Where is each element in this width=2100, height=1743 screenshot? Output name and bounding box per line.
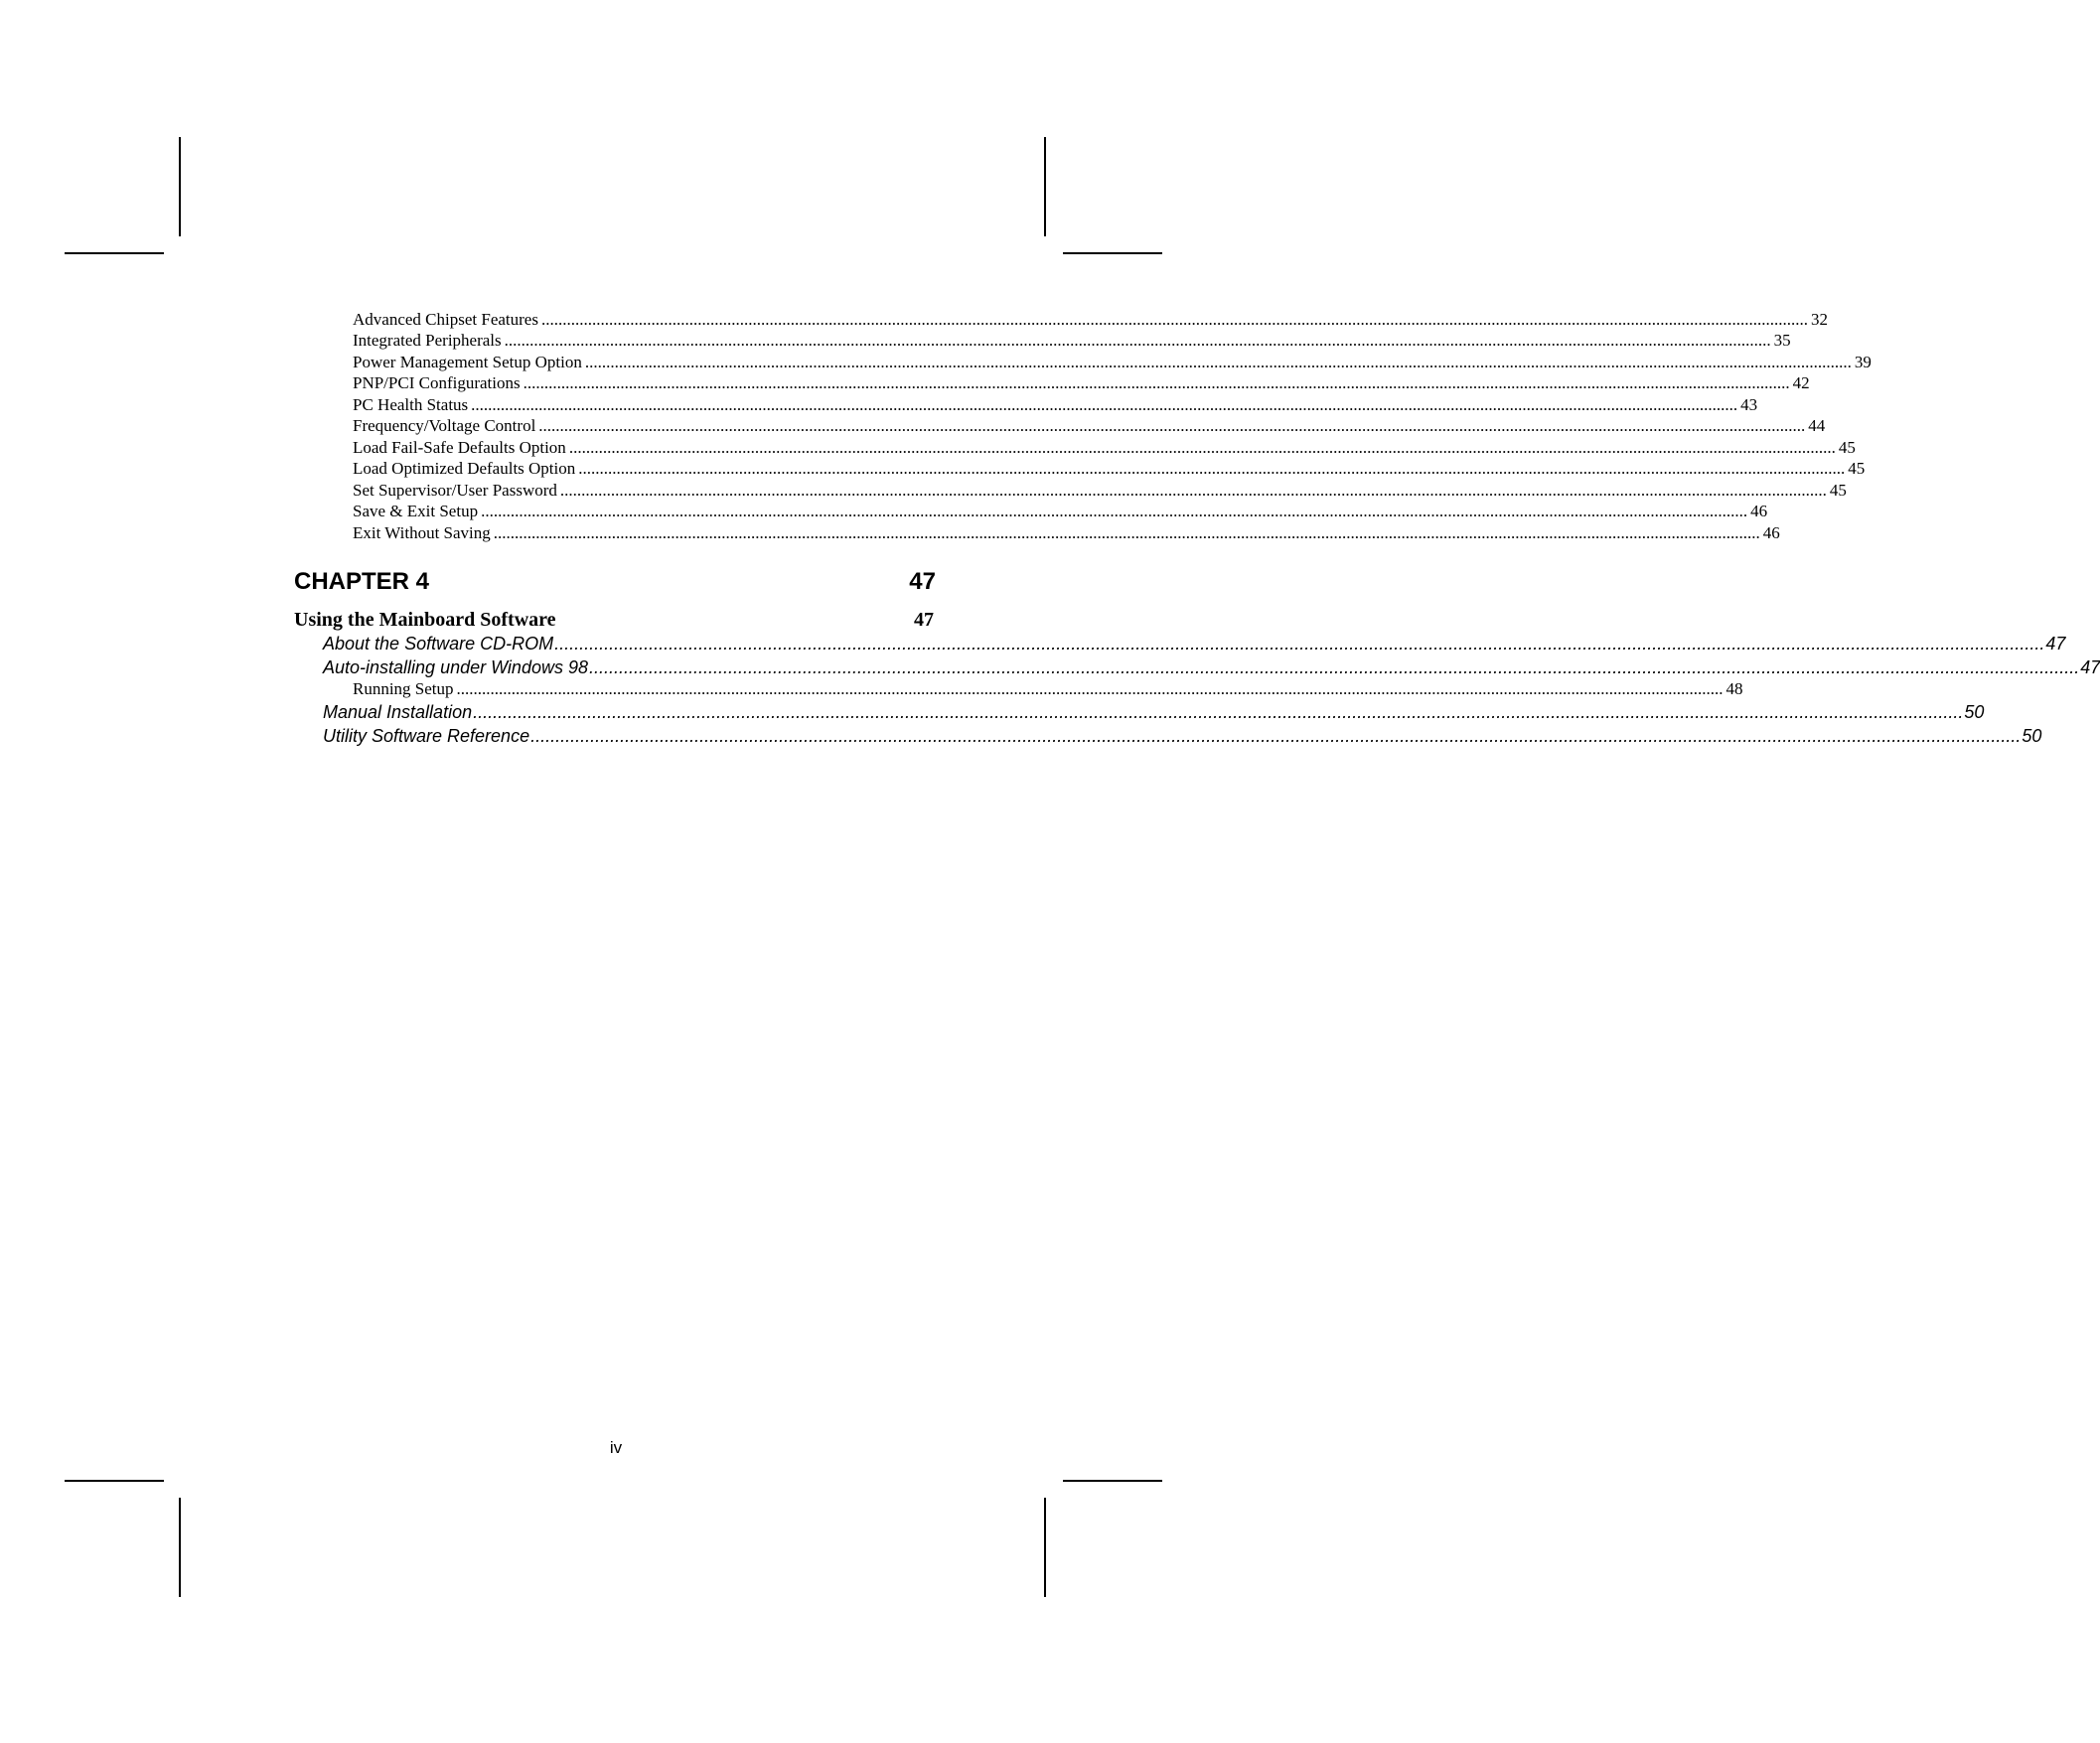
dot-leader: ............................................................................................................................................................................................................................................................................................................ <box>584 353 1852 371</box>
dot-leader: ............................................................................................................................................................................................................................................................................................................ <box>568 438 1836 457</box>
dot-leader: ............................................................................................................................................................................................................................................................................................................ <box>481 502 1748 520</box>
toc-entry[interactable] <box>353 394 1758 416</box>
toc-entry-label: PNP/PCI Configurations <box>353 373 521 392</box>
toc-entry-label: Integrated Peripherals <box>353 331 502 350</box>
toc-entry-page: 39 <box>1854 353 1872 371</box>
toc-entry-page: 44 <box>1808 416 1826 435</box>
toc-entry[interactable] <box>323 724 2042 748</box>
toc-entry-label: Set Supervisor/User Password <box>353 481 557 500</box>
toc-entry[interactable] <box>323 655 2100 679</box>
dot-leader: ............................................................................................................................................................................................................................................................................................................ <box>530 726 2022 746</box>
crop-mark-bottom-left-horizontal <box>65 1480 164 1482</box>
section-page: 47 <box>914 609 934 631</box>
toc-entry[interactable] <box>353 678 1743 700</box>
dot-leader: ............................................................................................................................................................................................................................................................................................................ <box>559 481 1827 500</box>
toc-section-heading[interactable] <box>294 607 934 633</box>
toc-entry-page: 45 <box>1838 438 1856 457</box>
toc-entry-page: 45 <box>1848 459 1866 478</box>
toc-entry[interactable] <box>353 480 1847 502</box>
dot-leader: ............................................................................................................................................................................................................................................................................................................ <box>540 310 1808 329</box>
toc-entry-page: 45 <box>1829 481 1847 500</box>
crop-mark-bottom-left-vertical <box>179 1498 181 1597</box>
dot-leader: ............................................................................................................................................................................................................................................................................................................ <box>578 459 1846 478</box>
toc-entry[interactable] <box>353 415 1826 437</box>
crop-mark-top-right-horizontal <box>1063 252 1162 254</box>
toc-entry-page: 47 <box>2080 657 2100 677</box>
toc-entry[interactable] <box>323 700 1985 724</box>
toc-entry[interactable] <box>353 458 1866 480</box>
toc-entry[interactable] <box>353 501 1768 522</box>
toc-entry-page: 42 <box>1792 373 1810 392</box>
toc-entry-label: Utility Software Reference <box>323 726 530 746</box>
toc-entry-page: 50 <box>1964 702 1985 722</box>
chapter-title: CHAPTER 4 <box>294 568 430 595</box>
toc-entry[interactable] <box>353 372 1810 394</box>
crop-mark-top-right-vertical <box>1044 137 1046 236</box>
toc-chapter-heading[interactable] <box>294 566 936 598</box>
toc-entry-label: Advanced Chipset Features <box>353 310 538 329</box>
toc-entry[interactable] <box>323 632 2066 655</box>
toc-entry[interactable] <box>353 522 1780 544</box>
toc-entry-page: 35 <box>1773 331 1791 350</box>
toc-entry-label: About the Software CD-ROM <box>323 634 554 654</box>
toc-entry[interactable] <box>353 330 1791 352</box>
toc-entry-label: Manual Installation <box>323 702 473 722</box>
dot-leader: ............................................................................................................................................................................................................................................................................................................ <box>471 395 1738 414</box>
crop-mark-bottom-right-horizontal <box>1063 1480 1162 1482</box>
section-title: Using the Mainboard Software <box>294 609 556 631</box>
toc-entry-label: Save & Exit Setup <box>353 502 479 520</box>
crop-mark-top-left-vertical <box>179 137 181 236</box>
toc-entry-label: Exit Without Saving <box>353 523 491 542</box>
toc-entry-page: 48 <box>1725 679 1743 698</box>
toc-entry-page: 47 <box>2045 634 2066 654</box>
dot-leader: ............................................................................................................................................................................................................................................................................................................ <box>456 679 1724 698</box>
toc-entry-label: Power Management Setup Option <box>353 353 582 371</box>
toc-entry-label: Load Fail-Safe Defaults Option <box>353 438 566 457</box>
dot-leader: ............................................................................................................................................................................................................................................................................................................ <box>538 416 1806 435</box>
dot-leader: ............................................................................................................................................................................................................................................................................................................ <box>554 634 2045 654</box>
dot-leader: ............................................................................................................................................................................................................................................................................................................ <box>523 373 1790 392</box>
chapter-page: 47 <box>909 568 936 595</box>
toc-entry-page: 50 <box>2022 726 2042 746</box>
toc-entry[interactable] <box>353 309 1828 331</box>
toc-entry-page: 43 <box>1740 395 1758 414</box>
crop-mark-top-left-horizontal <box>65 252 164 254</box>
toc-entry-label: Load Optimized Defaults Option <box>353 459 576 478</box>
toc-entry[interactable] <box>353 352 1872 373</box>
toc-entry-label: PC Health Status <box>353 395 469 414</box>
toc-entry-page: 46 <box>1762 523 1780 542</box>
toc-entry-label: Frequency/Voltage Control <box>353 416 536 435</box>
toc-entry-label: Running Setup <box>353 679 454 698</box>
toc-entry[interactable] <box>353 437 1856 459</box>
crop-mark-bottom-right-vertical <box>1044 1498 1046 1597</box>
dot-leader: ............................................................................................................................................................................................................................................................................................................ <box>493 523 1760 542</box>
toc-entry-page: 46 <box>1750 502 1768 520</box>
page-number: iv <box>609 1438 623 1457</box>
toc-entry-page: 32 <box>1810 310 1828 329</box>
toc-entry-label: Auto-installing under Windows 98 <box>323 657 588 677</box>
dot-leader: ............................................................................................................................................................................................................................................................................................................ <box>473 702 1964 722</box>
dot-leader: ............................................................................................................................................................................................................................................................................................................ <box>504 331 1771 350</box>
dot-leader: ............................................................................................................................................................................................................................................................................................................ <box>589 657 2080 677</box>
